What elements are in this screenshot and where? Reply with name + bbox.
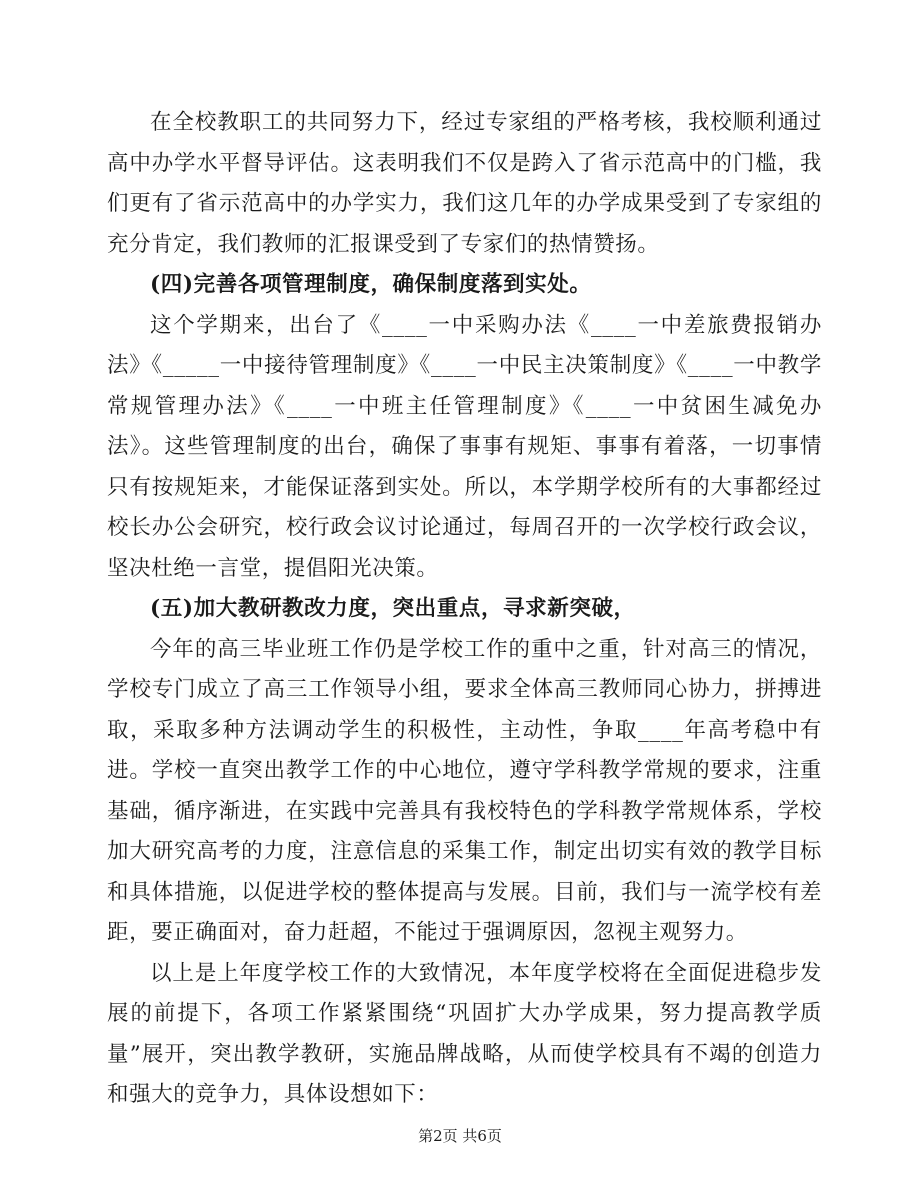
paragraph-body: 今年的高三毕业班工作仍是学校工作的重中之重，针对高三的情况，学校专门成立了高三工作领导小组，要求全体高三教师同心协力，拼搏进取，采取多种方法调动学生的积极性，主动性，争取____年高考稳中有进。学校一直突出教学工作的中心地位，遵守学科教学常规的要求，注重基础，循序渐进，在实践中完善具有我校特色的学科教学常规体系，学校加大研究高考的力度，注意信息的采集工作，制定出切实有效的教学目标和具体措施，以促进学校的整体提高与发展。目前，我们与一流学校有差距，要正确面对，奋力赶超，不能过于强调原因，忽视主观努力。 xyxy=(107,636,822,945)
section-heading: (四)完善各项管理制度，确保制度落到实处。 xyxy=(150,272,592,297)
paragraph-body: 这个学期来，出台了《____一中采购办法《____一中差旅费报销办法》《_____一中接待管理制度》《____一中民主决策制度》《____一中教学常规管理办法》《____一中班主任管理制度》《____一中贫困生减免办法》。这些管理制度的出台，确保了事事有规矩、事事有着落，一切事情只有按规矩来，才能保证落到实处。所以，本学期学校所有的大事都经过校长办公会研究，校行政会议讨论通过，每周召开的一次学校行政会议，坚决杜绝一言堂，提倡阳光决策。 xyxy=(107,312,822,581)
section-heading: (五)加大教研教改力度，突出重点，寻求新突破， xyxy=(150,596,636,621)
paragraph-body: 在全校教职工的共同努力下，经过专家组的严格考核，我校顺利通过高中办学水平督导评估。这表明我们不仅是跨入了省示范高中的门槛，我们更有了省示范高中的办学实力，我们这几年的办学成果受到了专家组的充分肯定，我们教师的汇报课受到了专家们的热情赞扬。 xyxy=(107,110,822,257)
page-number-footer: 第2页 共6页 xyxy=(418,1127,502,1145)
document-body xyxy=(107,103,822,1116)
paragraph-body: 以上是上年度学校工作的大致情况，本年度学校将在全面促进稳步发展的前提下，各项工作紧紧围绕“巩固扩大办学成果，努力提高教学质量”展开，突出教学教研，实施品牌战略，从而使学校具有不竭的创造力和强大的竞争力，具体设想如下： xyxy=(107,960,822,1107)
